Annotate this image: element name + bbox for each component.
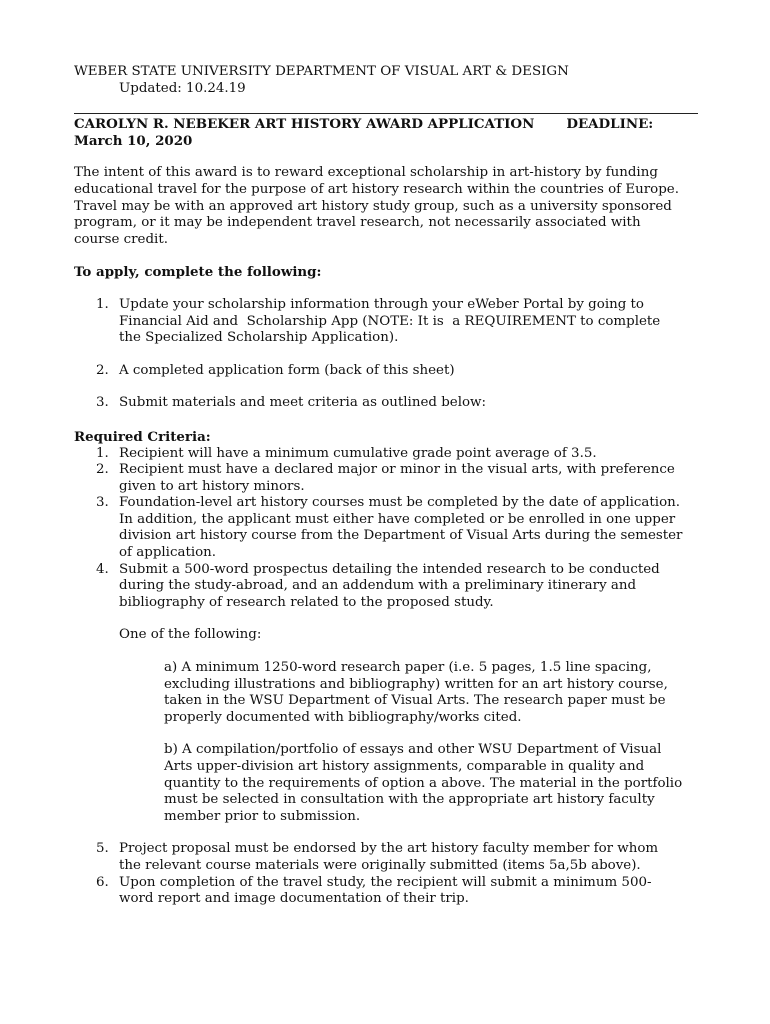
list-item-line: A completed application form (back of this sheet) (119, 362, 455, 378)
option-b-block (74, 742, 704, 825)
list-item-number: 6. (96, 874, 109, 890)
deadline-date: March 10, 2020 (74, 132, 193, 149)
list-item-line: In addition, the applicant must either have completed or be enrolled in one upper (119, 511, 676, 527)
criteria-list (74, 446, 704, 612)
option-b-line: must be selected in consultation with the appropriate art history faculty (164, 792, 655, 808)
list-item-line: word report and image documentation of their trip. (119, 891, 469, 907)
option-a-line: a) A minimum 1250-word research paper (i.e. 5 pages, 1.5 line spacing, (164, 660, 652, 676)
institution-heading: WEBER STATE UNIVERSITY DEPARTMENT OF VISUAL ART & DESIGN (74, 64, 569, 79)
option-b-line: b) A compilation/portfolio of essays and other WSU Department of Visual (164, 742, 662, 758)
list-item-line: Financial Aid and Scholarship App (NOTE: It is a REQUIREMENT to complete (119, 313, 661, 329)
option-a-line: excluding illustrations and bibliography) written for an art history course, (164, 676, 668, 692)
list-item-line: Submit materials and meet criteria as outlined below: (119, 395, 487, 411)
intro-line: Travel may be with an approved art history study group, such as a university sponsored (74, 198, 672, 214)
intro-line: program, or it may be independent travel research, not necessarily associated with (74, 215, 641, 231)
list-item-number: 1. (96, 296, 109, 312)
list-item-line: Update your scholarship information through your eWeber Portal by going to (119, 296, 644, 312)
intro-line: course credit. (74, 231, 168, 247)
list-item-line: Recipient must have a declared major or minor in the visual arts, with preference (119, 462, 675, 478)
option-b-line: quantity to the requirements of option a above. The material in the portfolio (164, 775, 683, 791)
list-item-number: 2. (96, 462, 109, 478)
list-item-line: bibliography of research related to the proposed study. (119, 594, 494, 610)
document-page (74, 64, 704, 908)
list-item-line: Submit a 500-word prospectus detailing the intended research to be conducted (119, 561, 660, 577)
list-item-line: Recipient will have a minimum cumulative grade point average of 3.5. (119, 445, 597, 461)
award-title-row (74, 116, 704, 133)
list-item-line: division art history course from the Department of Visual Arts during the semester (119, 528, 683, 544)
list-item (74, 841, 704, 874)
list-item (74, 446, 704, 463)
list-item (74, 363, 704, 380)
list-item (74, 462, 704, 495)
list-item-number: 4. (96, 561, 109, 577)
list-item-number: 5. (96, 841, 109, 857)
list-item (74, 562, 704, 612)
list-item-number: 3. (96, 395, 109, 411)
list-item-line: of application. (119, 545, 217, 561)
list-item-number: 1. (96, 445, 109, 461)
intro-paragraph (74, 165, 704, 248)
intro-line: educational travel for the purpose of art history research within the countries of Europe. (74, 181, 679, 197)
option-b-line: member prior to submission. (164, 808, 361, 824)
list-item (74, 495, 704, 561)
option-a-line: properly documented with bibliography/works cited. (164, 709, 522, 725)
list-item-line: Foundation-level art history courses must be completed by the date of application. (119, 495, 681, 511)
list-item-line: the relevant course materials were originally submitted (items 5a,5b above). (119, 857, 641, 873)
list-item-line: the Specialized Scholarship Application). (119, 330, 399, 346)
criteria-list-continued (74, 841, 704, 907)
option-b-line: Arts upper-division art history assignments, comparable in quality and (164, 759, 645, 774)
list-item-line: during the study-abroad, and an addendum with a preliminary itinerary and (119, 578, 637, 594)
criteria-heading: Required Criteria: (74, 428, 211, 445)
updated-date: Updated: 10.24.19 (119, 80, 246, 96)
apply-steps-list (74, 297, 704, 412)
award-title: CAROLYN R. NEBEKER ART HISTORY AWARD APPLICATION (74, 116, 535, 133)
list-item-line: Upon completion of the travel study, the recipient will submit a minimum 500- (119, 874, 652, 890)
list-item-line: Project proposal must be endorsed by the art history faculty member for whom (119, 841, 659, 857)
intro-line: The intent of this award is to reward exceptional scholarship in art-history by funding (74, 165, 658, 181)
list-item-line: given to art history minors. (119, 478, 305, 494)
option-a-block (74, 660, 704, 726)
apply-heading: To apply, complete the following: (74, 264, 322, 281)
deadline-label: DEADLINE: (566, 116, 654, 133)
list-item (74, 395, 704, 412)
list-item (74, 297, 704, 347)
horizontal-rule (74, 113, 698, 114)
list-item-number: 3. (96, 495, 109, 511)
option-a-line: taken in the WSU Department of Visual Arts. The research paper must be (164, 693, 666, 709)
one-of-following: One of the following: (119, 627, 262, 643)
list-item-number: 2. (96, 362, 109, 378)
list-item (74, 875, 704, 908)
